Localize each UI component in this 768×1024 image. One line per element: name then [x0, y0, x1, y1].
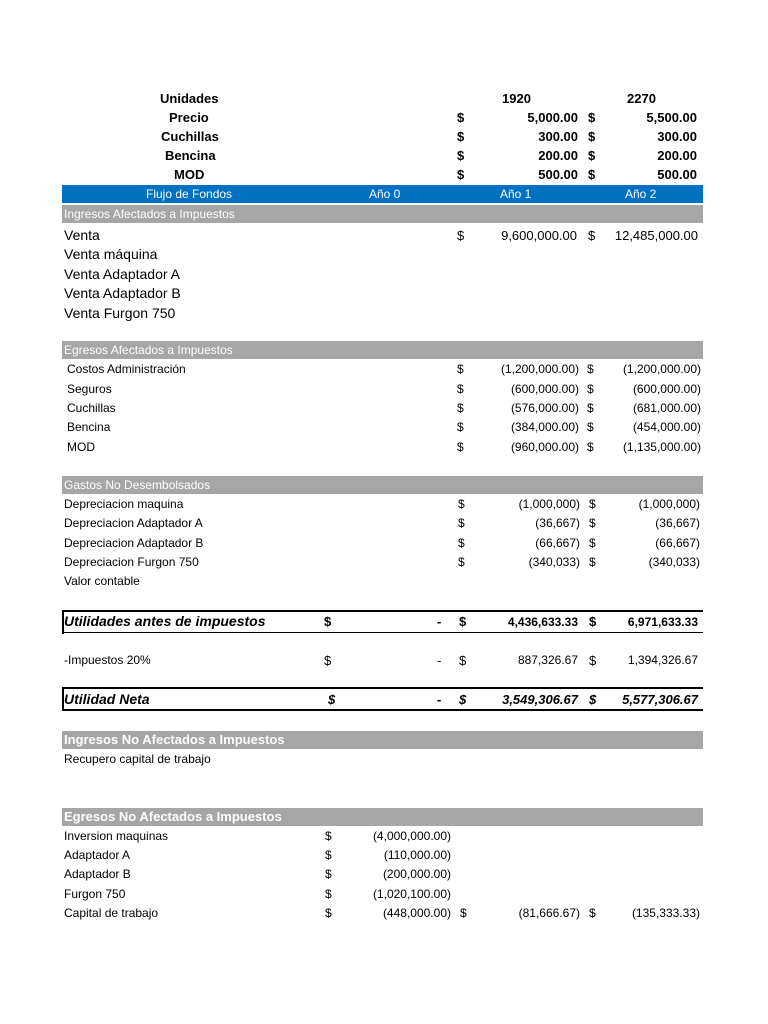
input-cur1: $ [457, 167, 465, 182]
row-cur2: $ [589, 497, 596, 511]
impuestos-cur2: $ [589, 653, 597, 668]
row-label: Seguros [67, 382, 112, 396]
section-title: Ingresos Afectados a Impuestos [64, 207, 235, 221]
row-cur1: $ [458, 497, 465, 511]
section-title: Egresos Afectados a Impuestos [64, 343, 233, 357]
row-y2: (340,033) [648, 555, 700, 569]
input-y2: 5,500.00 [646, 110, 697, 125]
header-year1: Año 1 [500, 187, 532, 201]
row-y1: 9,600,000.00 [501, 228, 577, 243]
row-cur2: $ [587, 420, 594, 434]
row-y0: (1,020,100.00) [372, 887, 451, 901]
header-year2: Año 2 [625, 187, 657, 201]
input-label: Precio [169, 110, 209, 125]
row-cur2: $ [587, 401, 594, 415]
section-title: Egresos No Afectados a Impuestos [64, 809, 282, 824]
row-y0: (200,000.00) [382, 867, 451, 881]
row-cur2: $ [588, 228, 596, 243]
row-cur0: $ [325, 887, 332, 901]
input-label: Unidades [160, 91, 219, 106]
cashflow-header-bar [62, 185, 703, 203]
uai-cur2: $ [589, 614, 597, 629]
input-label: Bencina [165, 148, 216, 163]
row-y1: (36,667) [535, 516, 580, 530]
header-title: Flujo de Fondos [146, 187, 233, 201]
row-label: Depreciacion Adaptador A [64, 516, 203, 530]
input-cur2: $ [588, 110, 596, 125]
row-cur1: $ [457, 228, 465, 243]
row-y2: (600,000.00) [632, 382, 701, 396]
section-egresos-no-afectados [62, 808, 703, 826]
input-cur1: $ [457, 129, 465, 144]
row-label: Inversion maquinas [64, 829, 169, 843]
uai-y2: 6,971,633.33 [627, 615, 698, 629]
section-ingresos-no-afectados [62, 731, 703, 749]
input-cur2: $ [588, 167, 596, 182]
input-cur2: $ [588, 129, 596, 144]
row-label: Furgon 750 [64, 887, 126, 901]
uai-top-border [62, 610, 703, 612]
row-y2: (36,667) [655, 516, 700, 530]
section-ingresos-afectados [62, 205, 703, 223]
row-label: Costos Administración [67, 362, 186, 376]
row-y1: (576,000.00) [510, 401, 579, 415]
neta-label: Utilidad Neta [64, 691, 150, 707]
impuestos-y0: - [437, 653, 442, 668]
row-cur1: $ [460, 906, 467, 920]
row-y1: (960,000.00) [510, 440, 579, 454]
row-y0: (110,000.00) [383, 848, 451, 862]
section-title: Ingresos No Afectados a Impuestos [64, 732, 285, 747]
input-y2: 200.00 [657, 148, 697, 163]
row-label: Depreciacion Furgon 750 [64, 555, 199, 569]
input-label: MOD [174, 167, 205, 182]
row-label: Depreciacion Adaptador B [64, 536, 204, 550]
impuestos-y2: 1,394,326.67 [627, 653, 698, 667]
row-cur2: $ [587, 440, 594, 454]
section-gastos-no-desembolsados [62, 476, 703, 494]
uai-y0: - [437, 614, 442, 629]
neta-y2: 5,577,306.67 [622, 692, 698, 707]
row-label: Venta Adaptador A [64, 266, 180, 282]
row-y2: (454,000.00) [632, 420, 701, 434]
row-cur1: $ [457, 382, 464, 396]
input-y1: 1920 [502, 91, 531, 106]
neta-y0: - [437, 692, 442, 707]
input-y1: 500.00 [538, 167, 578, 182]
row-label: Adaptador A [64, 848, 131, 862]
input-cur1: $ [457, 110, 465, 125]
input-y1: 200.00 [538, 148, 578, 163]
input-label: Cuchillas [161, 129, 219, 144]
row-y1: (66,667) [535, 536, 580, 550]
row-cur0: $ [325, 906, 332, 920]
input-y1: 5,000.00 [527, 110, 578, 125]
row-cur2: $ [589, 555, 596, 569]
row-y1: (1,200,000.00) [500, 362, 579, 376]
row-y2: (1,000,000) [638, 497, 700, 511]
impuestos-label: -Impuestos 20% [64, 653, 151, 667]
row-cur0: $ [325, 848, 332, 862]
row-y1: (340,033) [528, 555, 580, 569]
impuestos-cur0: $ [324, 653, 332, 668]
impuestos-y1: 887,326.67 [517, 653, 578, 667]
row-label: Venta máquina [64, 246, 158, 262]
row-cur1: $ [458, 516, 465, 530]
row-label: Venta [64, 227, 100, 243]
neta-cur1: $ [459, 692, 467, 707]
row-cur2: $ [589, 906, 596, 920]
input-y2: 2270 [627, 91, 656, 106]
row-label: MOD [67, 440, 95, 454]
row-y2: (1,135,000.00) [622, 440, 701, 454]
row-y1: (81,666.67) [518, 906, 580, 920]
input-y1: 300.00 [538, 129, 578, 144]
row-y1: (1,000,000) [518, 497, 580, 511]
impuestos-cur1: $ [459, 653, 467, 668]
row-y2: (1,200,000.00) [622, 362, 701, 376]
neta-y1: 3,549,306.67 [502, 692, 578, 707]
row-cur1: $ [458, 536, 465, 550]
row-label: Bencina [67, 420, 111, 434]
row-label: Venta Adaptador B [64, 285, 181, 301]
row-y2: (66,667) [655, 536, 700, 550]
row-y2: (681,000.00) [632, 401, 701, 415]
neta-bottom-border [62, 709, 703, 711]
row-label: Cuchillas [67, 401, 116, 415]
row-y1: (384,000.00) [510, 420, 579, 434]
input-cur1: $ [457, 148, 465, 163]
row-y2: (135,333.33) [631, 906, 700, 920]
section-title: Gastos No Desembolsados [64, 478, 211, 492]
row-label: Recupero capital de trabajo [64, 752, 211, 766]
row-label: Depreciacion maquina [64, 497, 184, 511]
row-label: Capital de trabajo [64, 906, 159, 920]
uai-cur1: $ [459, 614, 467, 629]
neta-cur2: $ [589, 692, 597, 707]
row-cur0: $ [325, 829, 332, 843]
neta-top-border [62, 687, 703, 689]
row-cur2: $ [587, 362, 594, 376]
uai-y1: 4,436,633.33 [507, 615, 578, 629]
input-y2: 300.00 [657, 129, 697, 144]
input-y2: 500.00 [657, 167, 697, 182]
row-cur1: $ [457, 401, 464, 415]
row-cur2: $ [589, 536, 596, 550]
input-cur2: $ [588, 148, 596, 163]
section-egresos-afectados [62, 341, 703, 359]
row-cur1: $ [457, 362, 464, 376]
row-cur1: $ [457, 420, 464, 434]
uai-label: Utilidades antes de impuestos [64, 613, 266, 629]
row-label: Adaptador B [64, 867, 131, 881]
row-cur1: $ [458, 555, 465, 569]
header-year0: Año 0 [369, 187, 401, 201]
row-label: Valor contable [64, 574, 140, 588]
row-y0: (448,000.00) [382, 906, 451, 920]
row-cur2: $ [587, 382, 594, 396]
row-y2: 12,485,000.00 [614, 228, 698, 243]
neta-cur0: $ [328, 692, 336, 707]
row-cur2: $ [589, 516, 596, 530]
uai-bottom-border [62, 632, 703, 633]
row-cur1: $ [457, 440, 464, 454]
row-label: Venta Furgon 750 [64, 305, 176, 321]
uai-cur0: $ [324, 614, 332, 629]
row-y0: (4,000,000.00) [372, 829, 451, 843]
row-y1: (600,000.00) [510, 382, 579, 396]
row-cur0: $ [325, 867, 332, 881]
